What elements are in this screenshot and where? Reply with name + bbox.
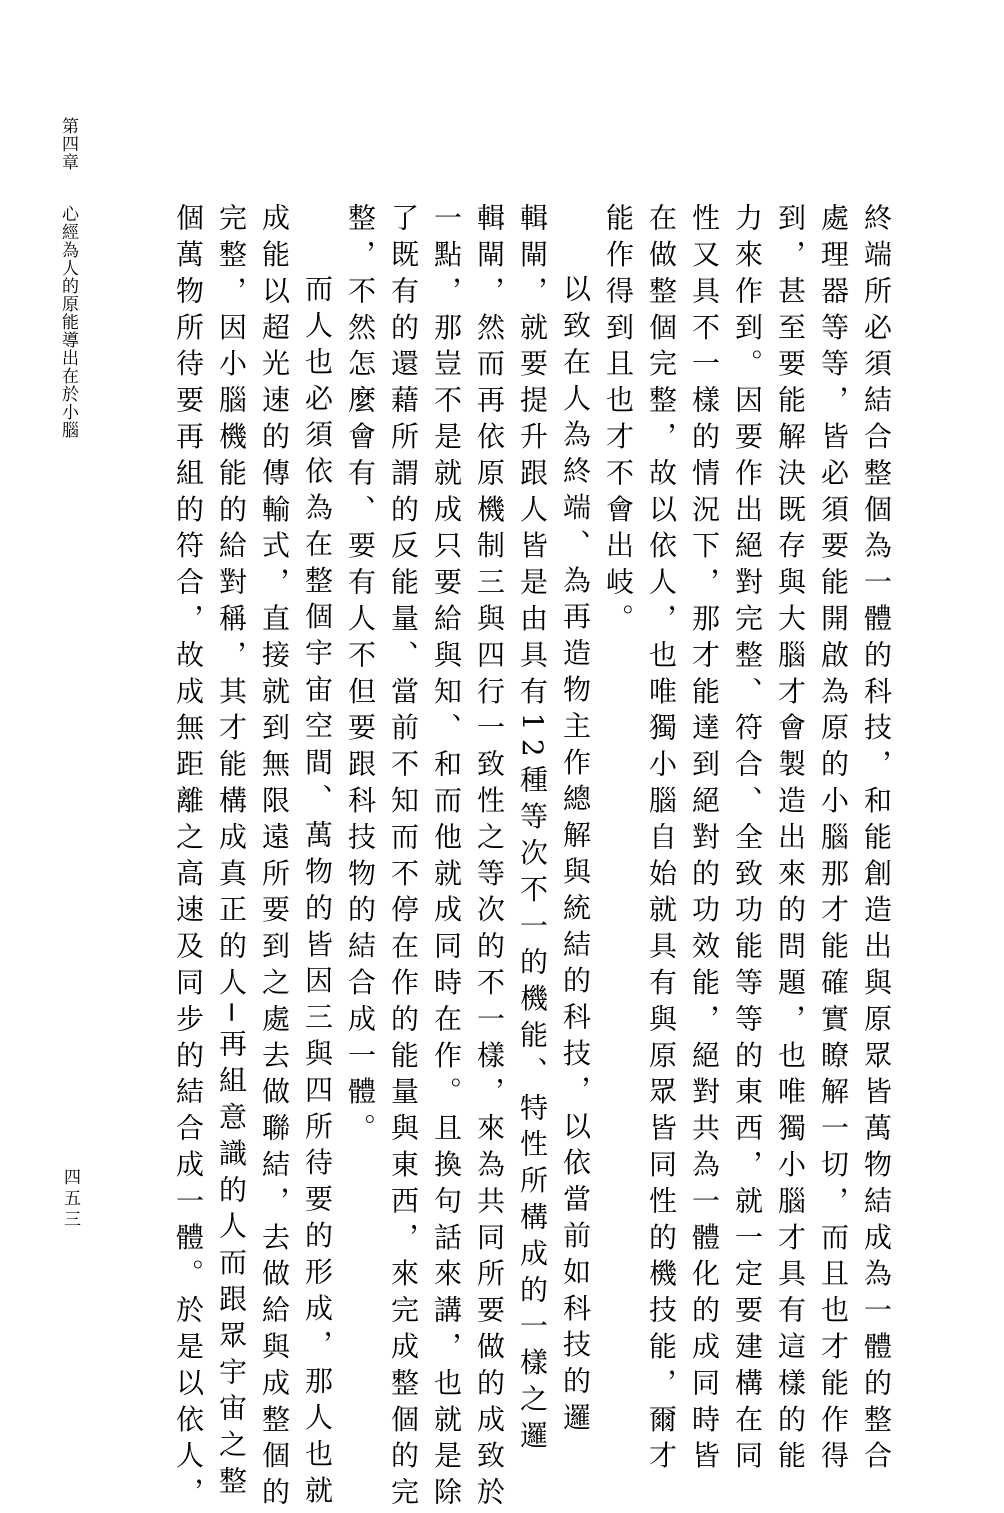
text-column: 處理器等等，皆必須要能開啟為原的小腦那才能確實瞭解一切，而且也才能作得 — [817, 203, 850, 1477]
chapter-label: 第四章 — [58, 117, 78, 171]
text-column: 一點，那豈不是就成只要給與知、和而他就成同時在作。且換句話來講，也就是除 — [430, 203, 463, 1513]
text-column: 性又具不一樣的情況下，那才能達到絕對的功效能，絕對共為一體化的成同時皆 — [688, 203, 721, 1477]
text-column: 了既有的還藉所謂的反能量、當前不知而不停在作的能量與東西，來完成整個的完 — [387, 203, 420, 1513]
chapter-title: 心經為人的原能導出在於小腦 — [58, 205, 78, 439]
text-column: 成能以超光速的傳輸式，直接就到無限遠所要到之處去做聯結，去做給與成整個的 — [258, 203, 291, 1513]
running-head — [58, 117, 78, 439]
text-column: 完整，因小腦機能的給對稱，其才能構成真正的人─再組意識的人而跟眾宇宙之整 — [215, 203, 248, 1503]
text-column: 力來作到。因要作出絕對完整、符合、全致功能等等的東西，就一定要建構在同 — [731, 203, 764, 1477]
text-column: 輯閘，就要提升跟人皆是由具有12種等次不一的機能、特性所構成的一樣之邏 — [516, 203, 549, 1457]
text-column: 能作得到且也才不會出岐。 — [602, 203, 635, 640]
text-column: 輯閘，然而再依原機制三與四行一致性之等次的不一樣，來為共同所要做的成致於 — [473, 203, 506, 1513]
text-column: 終端所必須結合整個為一體的科技，和能創造出與原眾皆萬物結成為一體的整合 — [860, 203, 893, 1477]
paragraph-start-column: 以致在人為終端、為再造物主作總解與統結的科技，以依當前如科技的邏 — [559, 274, 592, 1439]
text-column: 到，甚至要能解決既存與大腦才會製造出來的問題，也唯獨小腦才具有這樣的能 — [774, 203, 807, 1477]
text-column: 個萬物所待要再組的符合，故成無距離之高速及同步的結合成一體。於是以依人， — [172, 203, 205, 1513]
page-number: 四五三 — [60, 1168, 80, 1231]
text-column: 整，不然怎麼會有、要有人不但要跟科技物的結合成一體。 — [344, 203, 377, 1150]
paragraph-start-column: 而人也必須依為在整個宇宙空間、萬物的皆因三與四所待要的形成，那人也就 — [301, 274, 334, 1512]
text-column: 在做整個完整，故以依人，也唯獨小腦自始就具有與原眾皆同性的機技能，爾才 — [645, 203, 678, 1477]
body-text — [128, 203, 898, 1513]
